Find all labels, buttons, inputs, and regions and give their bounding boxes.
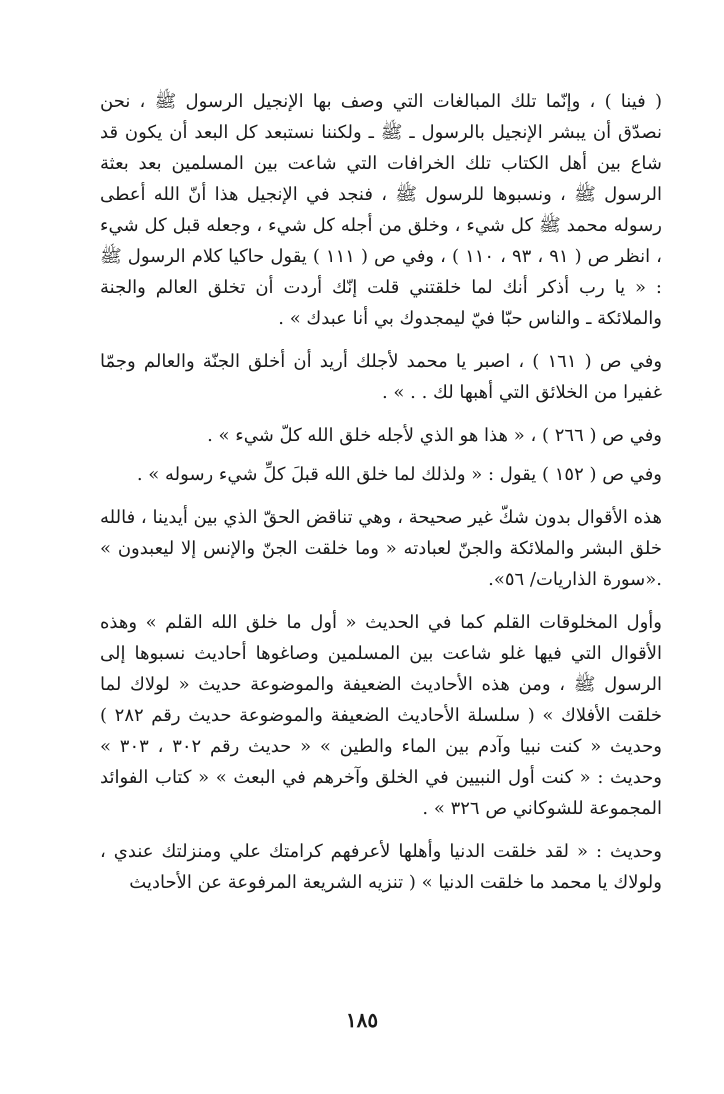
paragraph-gospel-exaggerations: ( فينا ) ، وإنّما تلك المبالغات التي وصف بها الإنجيل الرسول ﷺ ، نحن نصدّق أن يبشر الإنجيل بالرسول ـ ﷺ ـ ولكننا نستبعد كل البعد أن يكون قد شاع بين أهل الكتاب تلك الخرافات التي شاعت بين المسلمين بعد بعثة الرسول ﷺ ، ونسبوها للرسول ﷺ ، فنجد في الإنجيل هذا أنّ الله أعطى رسوله محمد ﷺ كل شيء ، وخلق من أجله كل شيء ، وجعله قبل كل شيء ، انظر ص ( ٩١ ، ٩٣ ، ١١٠ ) ، وفي ص ( ١١١ ) يقول حاكيا كلام الرسول ﷺ : « يا رب أذكر أنك لما خلقتني قلت إنّك أردت أن تخلق العالم والجنة والملائكة ـ والناس حبّا فيّ ليمجدوك بي أنا عبدك » . bbox=[100, 91, 662, 329]
paragraph-refutation: هذه الأقوال بدون شكّ غير صحيحة ، وهي تناقض الحقّ الذي بين أيدينا ، فالله خلق البشر والملائكة والجنّ لعبادته « وما خلقت الجنّ والإنس إلا ليعبدون » .«سورة الذاريات/ ٥٦». bbox=[100, 507, 662, 590]
paragraph-page-266: وفي ص ( ٢٦٦ ) ، « هذا هو الذي لأجله خلق الله كلّ شيء » . bbox=[207, 425, 662, 446]
paragraph-page-161: وفي ص ( ١٦١ ) ، اصبر يا محمد لأجلك أريد أن أخلق الجنّة والعالم وجمّا غفيرا من الخلائق التي أهبها لك . . » . bbox=[100, 351, 663, 403]
paragraph-first-creation: وأول المخلوقات القلم كما في الحديث « أول ما خلق الله القلم » وهذه الأقوال التي فيها غلو شاعت بين المسلمين وصاغوها أحاديث نسبوها إلى الرسول ﷺ ، ومن هذه الأحاديث الضعيفة والموضوعة حديث « لولاك لما خلقت الأفلاك » ( سلسلة الأحاديث الضعيفة والموضوعة حديث رقم ٢٨٢ ) وحديث « كنت نبيا وآدم بين الماء والطين » « حديث رقم ٣٠٢ ، ٣٠٣ » وحديث : « كنت أول النبيين في الخلق وآخرهم في البعث » « كتاب الفوائد المجموعة للشوكاني ص ٣٢٦ » . bbox=[100, 612, 662, 819]
paragraph-page-152: وفي ص ( ١٥٢ ) يقول : « ولذلك لما خلق الله قبلَ كلِّ شيء رسوله » . bbox=[136, 464, 662, 485]
page-body bbox=[100, 86, 662, 898]
page-number: ١٨٥ bbox=[345, 1008, 379, 1032]
paragraph-hadith-dunya: وحديث : « لقد خلقت الدنيا وأهلها لأعرفهم كرامتك علي ومنزلتك عندي ، ولولاك يا محمد ما خلقت الدنيا » ( تنزيه الشريعة المرفوعة عن الأحاديث bbox=[100, 841, 662, 893]
